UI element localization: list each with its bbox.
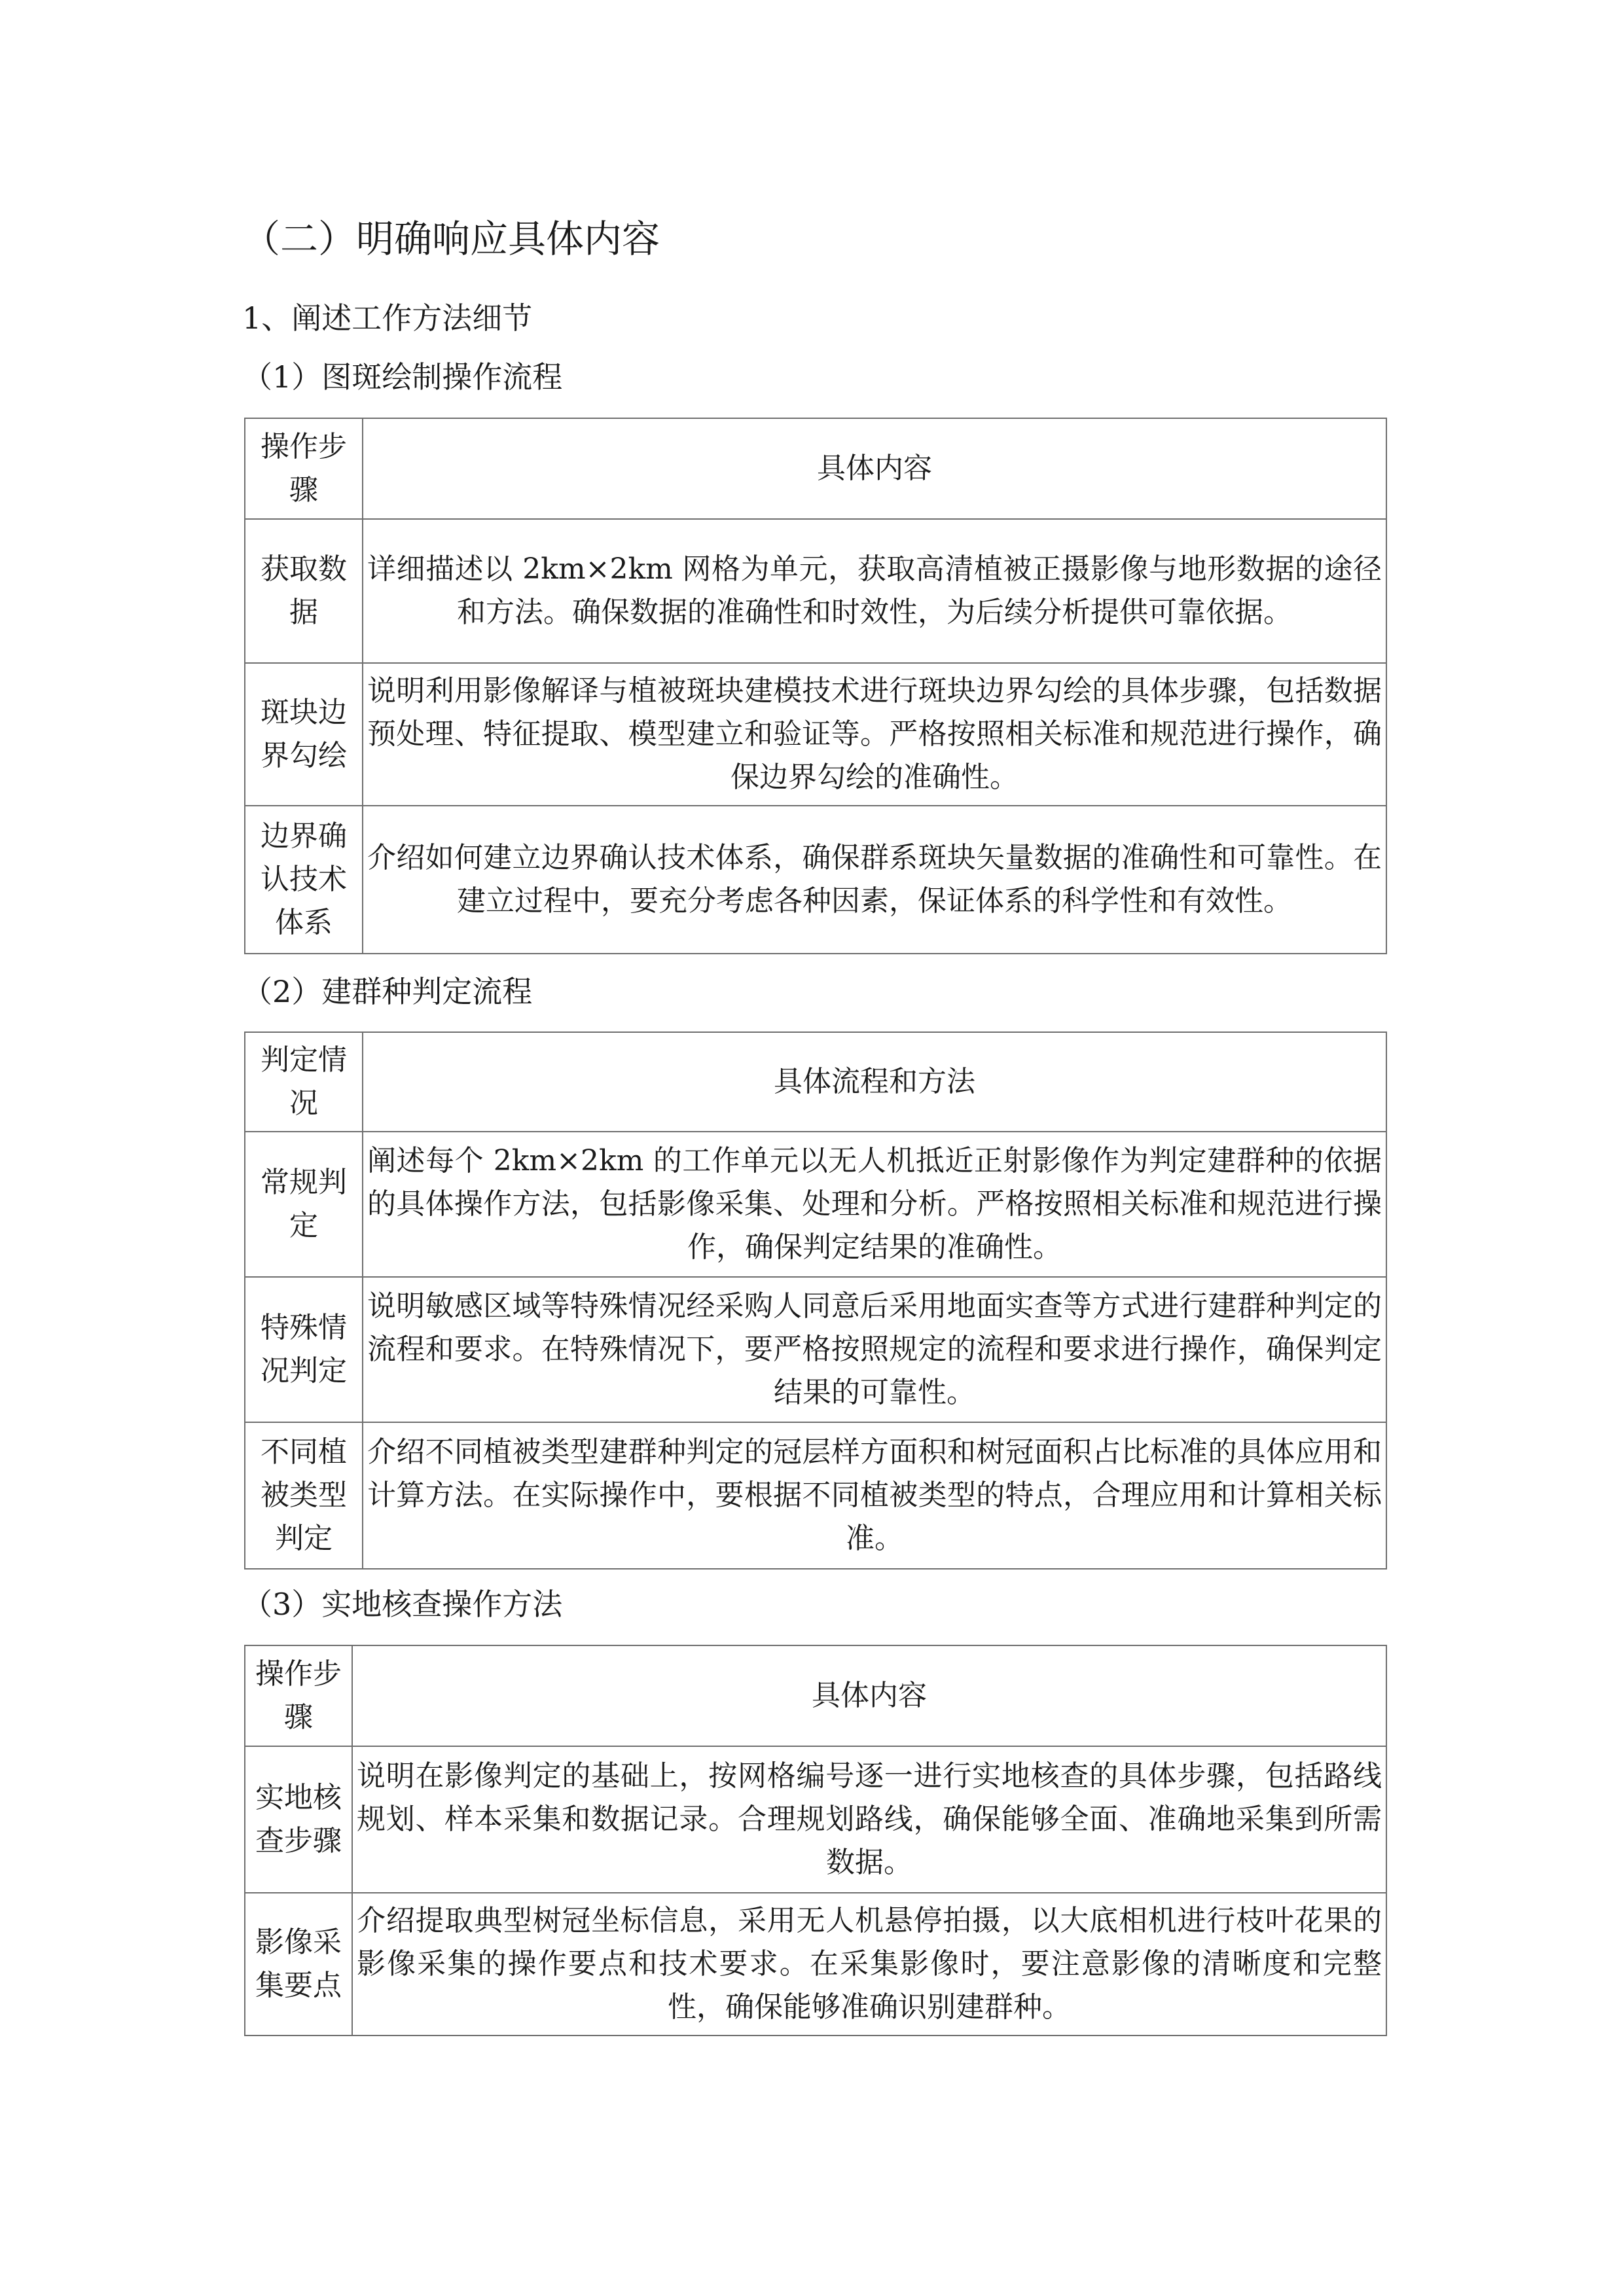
- table-3: [244, 1645, 1387, 2036]
- table-1-caption: （1）图斑绘制操作流程: [242, 359, 563, 395]
- header-cell: 具体内容: [363, 418, 1386, 519]
- subsection-title: 1、阐述工作方法细节: [242, 300, 533, 336]
- row-content-cell: 介绍如何建立边界确认技术体系，确保群系斑块矢量数据的准确性和可靠性。在建立过程中，要充分考虑各种因素，保证体系的科学性和有效性。: [363, 806, 1386, 954]
- row-label-cell: 斑块边界勾绘: [245, 663, 363, 806]
- row-label-cell: 边界确认技术体系: [245, 806, 363, 954]
- header-cell: 具体流程和方法: [363, 1032, 1386, 1132]
- table-row: [245, 1277, 1386, 1422]
- table-row: [245, 1893, 1386, 2036]
- table-3-caption: （3）实地核查操作方法: [242, 1587, 563, 1622]
- table-2-caption: （2）建群种判定流程: [242, 974, 533, 1009]
- table-header-row: [245, 418, 1386, 519]
- table-1: [244, 418, 1387, 954]
- row-content-cell: 说明敏感区域等特殊情况经采购人同意后采用地面实查等方式进行建群种判定的流程和要求。在特殊情况下，要严格按照规定的流程和要求进行操作，确保判定结果的可靠性。: [363, 1277, 1386, 1422]
- row-label-cell: 常规判定: [245, 1132, 363, 1277]
- row-content-cell: 说明利用影像解译与植被斑块建模技术进行斑块边界勾绘的具体步骤，包括数据预处理、特征提取、模型建立和验证等。严格按照相关标准和规范进行操作，确保边界勾绘的准确性。: [363, 663, 1386, 806]
- row-label-cell: 特殊情况判定: [245, 1277, 363, 1422]
- table-row: [245, 1422, 1386, 1569]
- row-content-cell: 说明在影像判定的基础上，按网格编号逐一进行实地核查的具体步骤，包括路线规划、样本采集和数据记录。合理规划路线，确保能够全面、准确地采集到所需数据。: [352, 1746, 1386, 1893]
- header-cell: 操作步骤: [245, 1645, 352, 1746]
- row-content-cell: 介绍不同植被类型建群种判定的冠层样方面积和树冠面积占比标准的具体应用和计算方法。在实际操作中，要根据不同植被类型的特点，合理应用和计算相关标准。: [363, 1422, 1386, 1569]
- row-content-cell: 详细描述以 2km×2km 网格为单元，获取高清植被正摄影像与地形数据的途径和方法。确保数据的准确性和时效性，为后续分析提供可靠依据。: [363, 519, 1386, 663]
- header-cell: 具体内容: [352, 1645, 1386, 1746]
- table-header-row: [245, 1032, 1386, 1132]
- row-content-cell: 介绍提取典型树冠坐标信息，采用无人机悬停拍摄，以大底相机进行枝叶花果的影像采集的操作要点和技术要求。在采集影像时，要注意影像的清晰度和完整性，确保能够准确识别建群种。: [352, 1893, 1386, 2036]
- table-row: [245, 519, 1386, 663]
- row-label-cell: 实地核查步骤: [245, 1746, 352, 1893]
- row-label-cell: 获取数据: [245, 519, 363, 663]
- table-2: [244, 1031, 1387, 1570]
- table-row: [245, 1132, 1386, 1277]
- section-title: （二）明确响应具体内容: [242, 217, 660, 261]
- table-row: [245, 806, 1386, 954]
- row-label-cell: 影像采集要点: [245, 1893, 352, 2036]
- row-content-cell: 阐述每个 2km×2km 的工作单元以无人机抵近正射影像作为判定建群种的依据的具体操作方法，包括影像采集、处理和分析。严格按照相关标准和规范进行操作，确保判定结果的准确性。: [363, 1132, 1386, 1277]
- header-cell: 操作步骤: [245, 418, 363, 519]
- row-label-cell: 不同植被类型判定: [245, 1422, 363, 1569]
- table-row: [245, 663, 1386, 806]
- table-header-row: [245, 1645, 1386, 1746]
- table-row: [245, 1746, 1386, 1893]
- header-cell: 判定情况: [245, 1032, 363, 1132]
